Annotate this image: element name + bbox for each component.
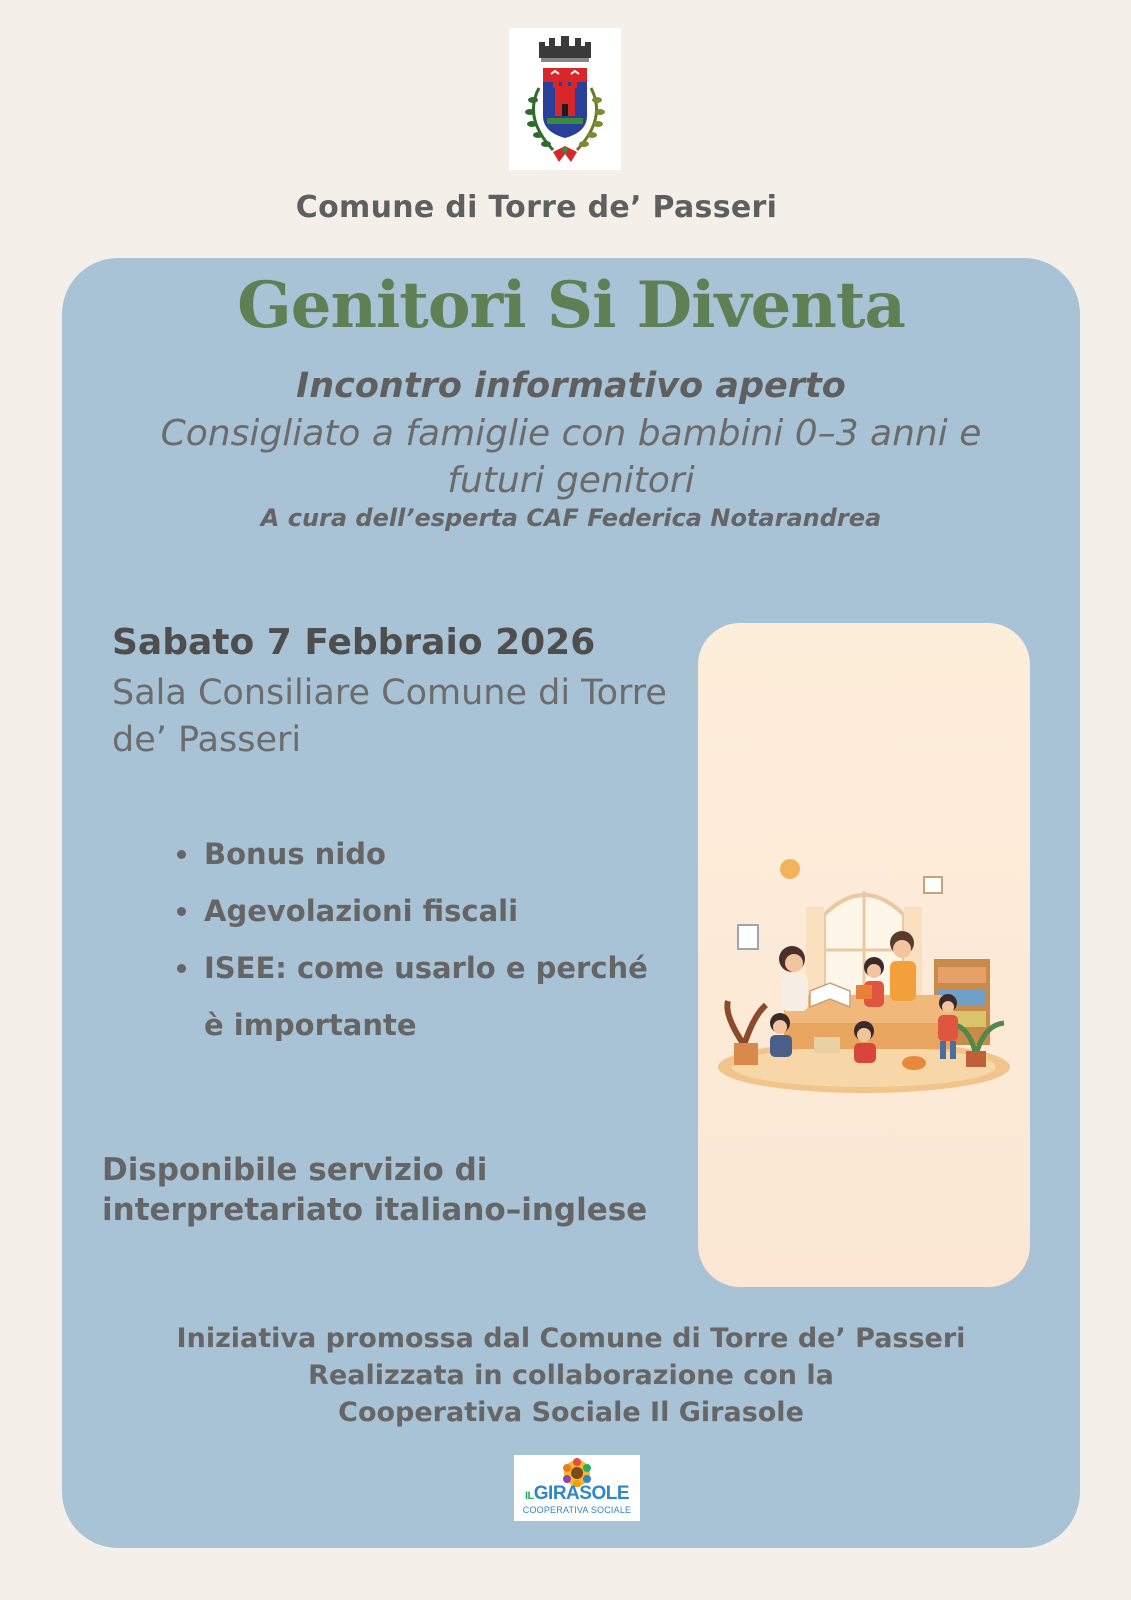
municipal-crest <box>509 28 621 170</box>
credits-line: Cooperativa Sociale Il Girasole <box>338 1397 804 1428</box>
credits-line: Realizzata in collaborazione con la <box>308 1360 834 1391</box>
girasole-logo <box>514 1455 640 1521</box>
coat-of-arms-icon <box>509 28 621 170</box>
municipality-name: Comune di Torre de’ Passeri <box>295 190 778 225</box>
topic-item: • Agevolazioni fiscali <box>202 883 662 940</box>
logo-wordmark: ILGIRASOLE <box>524 1483 629 1504</box>
topic-item: • ISEE: come usarlo e perché è importante <box>202 940 662 1054</box>
family-reading-icon <box>714 855 1014 1105</box>
logo-tagline: COOPERATIVA SOCIALE <box>522 1505 632 1515</box>
event-panel <box>62 258 1080 1548</box>
event-audience: Consigliato a famiglie con bambini 0–3 anni e futuri genitori <box>160 413 982 501</box>
interpreter-notice: Disponibile servizio di interpretariato italiano–inglese <box>102 1152 648 1228</box>
event-subtitle: Incontro informativo aperto <box>296 366 846 406</box>
event-date: Sabato 7 Febbraio 2026 <box>112 622 596 663</box>
event-curator: A cura dell’esperta CAF Federica Notarandrea <box>260 504 882 532</box>
credits-line: Iniziativa promossa dal Comune di Torre de’ Passeri <box>176 1323 966 1354</box>
event-venue: Sala Consiliare Comune di Torre de’ Passeri <box>112 673 667 760</box>
illustration-card <box>698 623 1030 1287</box>
credits <box>62 1320 1080 1431</box>
topic-item: • Bonus nido <box>202 826 662 883</box>
event-title: Genitori Si Diventa <box>237 268 905 343</box>
topics-list <box>172 826 662 1054</box>
